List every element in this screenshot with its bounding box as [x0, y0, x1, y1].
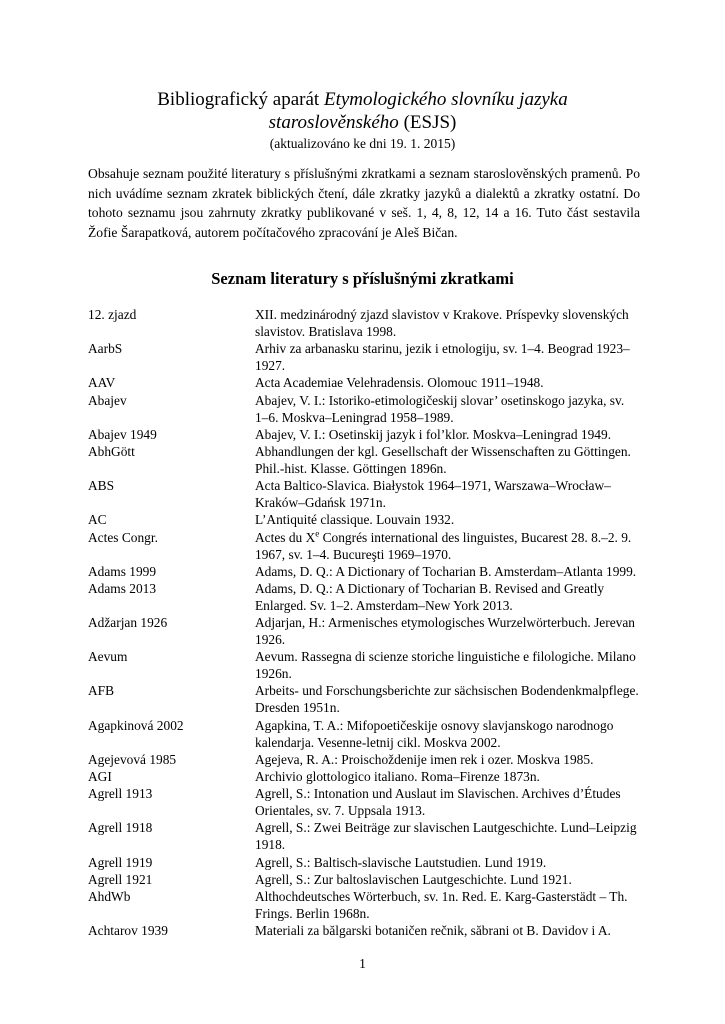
- entry-reference: [255, 529, 640, 563]
- entry-abbreviation: Abajev: [88, 392, 127, 408]
- bibliography-entry: [88, 529, 640, 563]
- entry-reference: Materiali za bălgarski botaničen rečnik, săbrani ot B. Davidov i A.: [255, 923, 611, 939]
- entry-abbreviation: AhdWb: [88, 888, 131, 904]
- entry-abbreviation: ABS: [88, 478, 115, 494]
- bibliography-entry: [88, 785, 640, 819]
- section-heading: Seznam literatury s příslušnými zkratkami: [211, 269, 514, 288]
- entry-abbreviation: Adžarjan 1926: [88, 615, 168, 631]
- entry-reference: Agrell, S.: Zwei Beiträge zur slavischen Lautgeschichte. Lund–Leipzig 1918.: [255, 820, 637, 853]
- document-title-line-1: [0, 88, 725, 111]
- entry-reference: Acta Baltico-Slavica. Białystok 1964–1971, Warszawa–Wrocław–Kraków–Gdańsk 1971n.: [255, 478, 611, 511]
- entry-abbreviation: Agrell 1913: [88, 786, 153, 802]
- title-abbreviation: (ESJS): [398, 112, 457, 133]
- entry-reference: Archivio glottologico italiano. Roma–Firenze 1873n.: [255, 769, 540, 784]
- entry-reference: Adams, D. Q.: A Dictionary of Tocharian B. Amsterdam–Atlanta 1999.: [255, 563, 637, 579]
- title-plain-part: Bibliografický aparát: [157, 89, 324, 110]
- entry-reference: Adams, D. Q.: A Dictionary of Tocharian B. Revised and Greatly Enlarged. Sv. 1–2. Amsterdam–New York 2013.: [255, 580, 605, 613]
- bibliography-entry: [88, 614, 640, 648]
- entry-abbreviation: AGI: [88, 769, 112, 784]
- bibliography-list: [88, 306, 640, 939]
- entry-abbreviation: Achtarov 1939: [88, 923, 168, 939]
- bibliography-entry: [88, 751, 640, 768]
- entry-abbreviation: AbhGött: [88, 443, 135, 459]
- bibliography-entry: [88, 768, 640, 785]
- entry-reference: Agrell, S.: Zur baltoslavischen Lautgeschichte. Lund 1921.: [255, 871, 572, 887]
- entry-abbreviation: Actes Congr.: [88, 529, 158, 545]
- entry-abbreviation: Agrell 1918: [88, 820, 153, 836]
- bibliography-entry: [88, 340, 640, 374]
- entry-abbreviation: AC: [88, 512, 107, 528]
- bibliography-entry: [88, 426, 640, 443]
- title-italic-part-2: staroslověnského: [268, 112, 399, 133]
- entry-reference: Acta Academiae Velehradensis. Olomouc 1911–1948.: [255, 375, 544, 391]
- entry-abbreviation: AAV: [88, 375, 116, 391]
- entry-abbreviation: 12. zjazd: [88, 307, 137, 322]
- entry-abbreviation: Agrell 1921: [88, 871, 153, 887]
- title-block: [0, 88, 725, 152]
- entry-reference: Arhiv za arbanasku starinu, jezik i etnologiju, sv. 1–4. Beograd 1923–1927.: [255, 341, 630, 374]
- bibliography-entry: [88, 563, 640, 580]
- bibliography-entry: [88, 682, 640, 716]
- bibliography-entry: [88, 854, 640, 871]
- entry-reference: Arbeits- und Forschungsberichte zur sächsischen Bodendenkmalpflege. Dresden 1951n.: [255, 683, 639, 716]
- bibliography-entry: [88, 306, 640, 340]
- entry-abbreviation: AFB: [88, 683, 115, 699]
- bibliography-entry: [88, 443, 640, 477]
- entry-abbreviation: Adams 1999: [88, 563, 157, 579]
- bibliography-entry: [88, 922, 640, 939]
- entry-reference-text: Congrés international des linguistes, Bucarest 28. 8.–2. 9. 1967, sv. 1–4. Bucureşti 1969–1970.: [255, 529, 632, 562]
- entry-reference: Agapkina, T. A.: Mifopoetičeskije osnovy slavjanskogo narodnogo kalendarja. Vesenne-letnij cikl. Moskva 2002.: [255, 717, 614, 750]
- entry-reference: Agrell, S.: Baltisch-slavische Lautstudien. Lund 1919.: [255, 854, 547, 870]
- bibliography-entry: [88, 392, 640, 426]
- bibliography-entry: [88, 580, 640, 614]
- entry-reference: Aevum. Rassegna di scienze storiche linguistiche e filologiche. Milano 1926n.: [255, 649, 636, 682]
- bibliography-entry: [88, 888, 640, 922]
- entry-abbreviation: Agrell 1919: [88, 854, 153, 870]
- page-number: 1: [359, 956, 366, 971]
- entry-reference: Adjarjan, H.: Armenisches etymologisches Wurzelwörterbuch. Jerevan 1926.: [255, 615, 635, 648]
- bibliography-entry: [88, 717, 640, 751]
- bibliography-entry: [88, 477, 640, 511]
- bibliography-entry: [88, 871, 640, 888]
- update-date: (aktualizováno ke dni 19. 1. 2015): [269, 136, 456, 151]
- entry-reference-prefix: Actes du X: [255, 529, 316, 545]
- entry-reference: Abajev, V. I.: Osetinskij jazyk i fol’klor. Moskva–Leningrad 1949.: [255, 426, 612, 442]
- entry-reference: Althochdeutsches Wörterbuch, sv. 1n. Red. E. Karg-Gasterstädt – Th. Frings. Berlin 1968n.: [255, 888, 628, 921]
- entry-reference: L’Antiquité classique. Louvain 1932.: [255, 512, 455, 528]
- entry-abbreviation: Aevum: [88, 649, 128, 665]
- entry-abbreviation: Abajev 1949: [88, 426, 157, 442]
- bibliography-entry: [88, 511, 640, 528]
- entry-abbreviation: AarbS: [88, 341, 123, 357]
- bibliography-entry: [88, 648, 640, 682]
- bibliography-entry: [88, 819, 640, 853]
- intro-paragraph: Obsahuje seznam použité literatury s příslušnými zkratkami a seznam staroslověnských pramenů. Po nich uvádíme seznam zkratek biblických čtení, dále zkratky jazyků a dialektů a zkratky ostatní. Do tohoto seznamu jsou zahrnuty zkratky publikované v seš. 1, 4, 8, 12, 14 a 16. Tuto část sestavila Žofie Šarapatková, autorem počítačového zpracování je Aleš Bičan.: [88, 166, 640, 240]
- title-italic-part: Etymologického slovníku jazyka: [323, 89, 568, 110]
- entry-reference: XII. medzinárodný zjazd slavistov v Krakove. Príspevky slovenských slavistov. Bratislava 1998.: [255, 307, 629, 339]
- entry-reference: Agrell, S.: Intonation und Auslaut im Slavischen. Archives d’Études Orientales, sv. 7. Uppsala 1913.: [255, 786, 621, 819]
- document-title-line-2: [0, 111, 725, 134]
- entry-abbreviation: Agejevová 1985: [88, 751, 177, 767]
- entry-abbreviation: Agapkinová 2002: [88, 717, 184, 733]
- entry-reference: Agejeva, R. A.: Proischoždenije imen rek i ozer. Moskva 1985.: [255, 751, 594, 767]
- bibliography-entry: [88, 374, 640, 391]
- entry-abbreviation: Adams 2013: [88, 580, 157, 596]
- entry-reference-superscript: e: [315, 528, 320, 539]
- entry-reference: Abajev, V. I.: Istoriko-etimologičeskij slovar’ osetinskogo jazyka, sv. 1–6. Moskva–Leningrad 1958–1989.: [255, 392, 625, 425]
- entry-reference: Abhandlungen der kgl. Gesellschaft der Wissenschaften zu Göttingen. Phil.-hist. Klasse. Göttingen 1896n.: [255, 443, 631, 476]
